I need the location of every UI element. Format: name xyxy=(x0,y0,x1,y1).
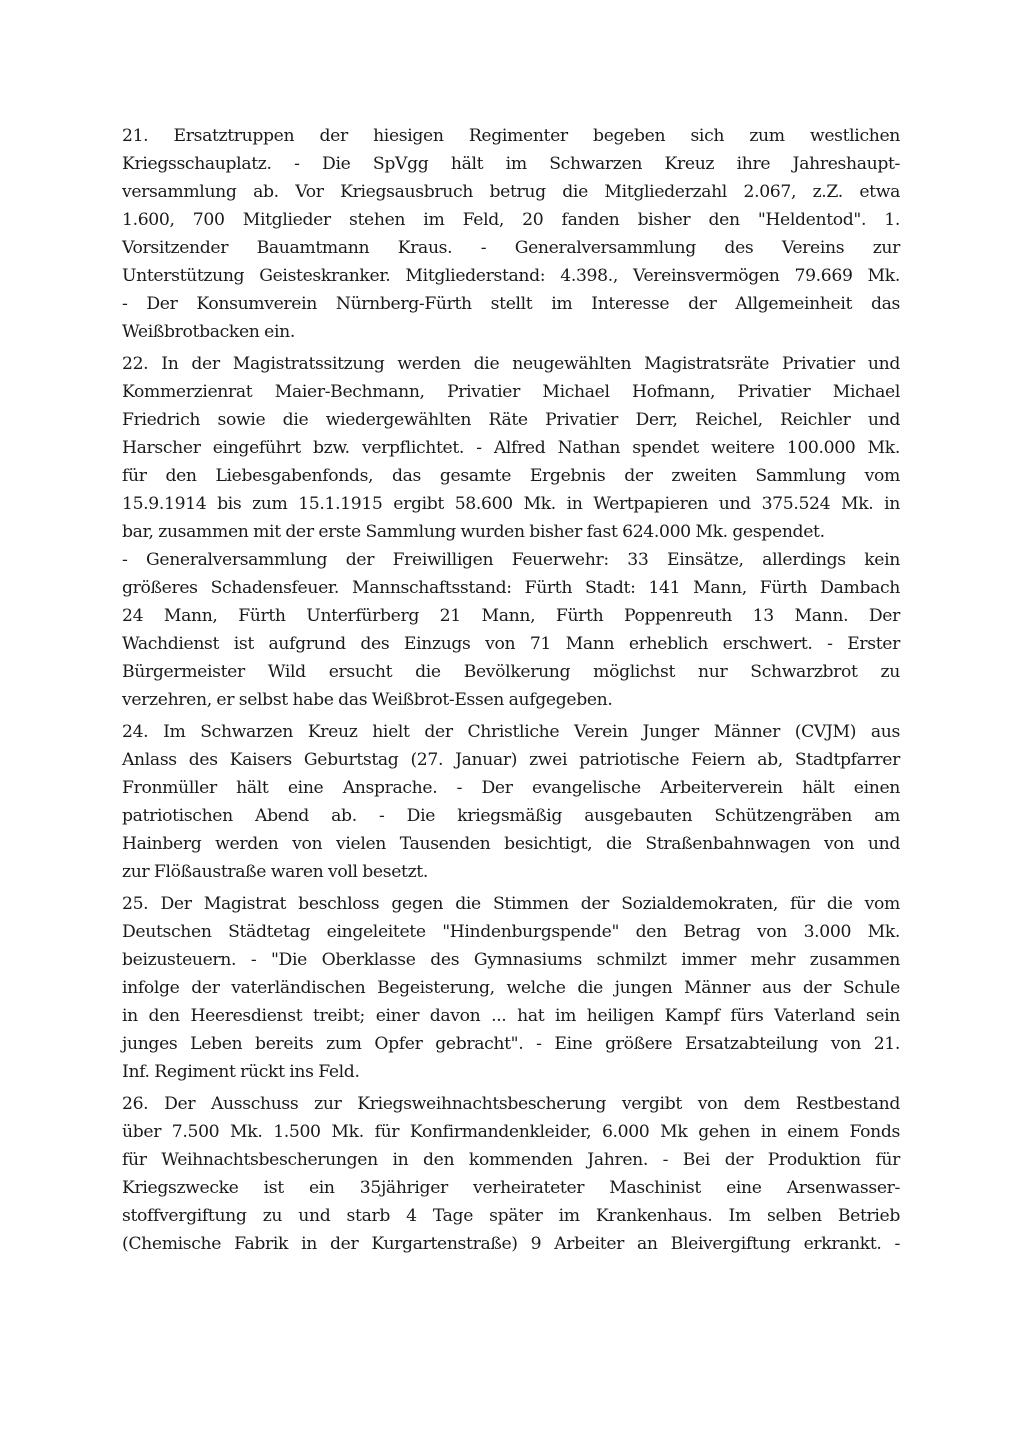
entry-21 xyxy=(122,122,900,346)
text-line: Inf. Regiment rückt ins Feld. xyxy=(122,1062,360,1082)
text-line: Deutschen Städtetag eingeleitete "Hindenburgspende" den Betrag von 3.000 Mk. xyxy=(122,922,900,942)
text-line: versammlung ab. Vor Kriegsausbruch betrug die Mitgliederzahl 2.067, z.Z. etwa xyxy=(122,182,900,202)
text-line: - Generalversammlung der Freiwilligen Feuerwehr: 33 Einsätze, allerdings kein xyxy=(122,550,900,570)
text-line: junges Leben bereits zum Opfer gebracht". - Eine größere Ersatzabteilung von 21. xyxy=(122,1034,900,1054)
text-line: 24. Im Schwarzen Kreuz hielt der Christliche Verein Junger Männer (CVJM) aus xyxy=(122,722,900,742)
text-line: bar, zusammen mit der erste Sammlung wurden bisher fast 624.000 Mk. gespendet. xyxy=(122,522,825,542)
text-line: Kommerzienrat Maier-Bechmann, Privatier Michael Hofmann, Privatier Michael xyxy=(122,382,900,402)
text-line: 15.9.1914 bis zum 15.1.1915 ergibt 58.600 Mk. in Wertpapieren und 375.524 Mk. in xyxy=(122,494,900,514)
text-line: 22. In der Magistratssitzung werden die neugewählten Magistratsräte Privatier und xyxy=(122,354,900,374)
text-line: über 7.500 Mk. 1.500 Mk. für Konfirmandenkleider, 6.000 Mk gehen in einem Fonds xyxy=(122,1122,900,1142)
text-line: 1.600, 700 Mitglieder stehen im Feld, 20 fanden bisher den "Heldentod". 1. xyxy=(122,210,900,230)
text-line: Bürgermeister Wild ersucht die Bevölkerung möglichst nur Schwarzbrot zu xyxy=(122,662,900,682)
text-line: Hainberg werden von vielen Tausenden besichtigt, die Straßenbahnwagen von und xyxy=(122,834,900,854)
text-line: 26. Der Ausschuss zur Kriegsweihnachtsbescherung vergibt von dem Restbestand xyxy=(122,1094,900,1114)
text-line: Kriegszwecke ist ein 35jähriger verheirateter Maschinist eine Arsenwasser- xyxy=(122,1178,900,1198)
text-line: beizusteuern. - "Die Oberklasse des Gymnasiums schmilzt immer mehr zusammen xyxy=(122,950,900,970)
text-line: infolge der vaterländischen Begeisterung, welche die jungen Männer aus der Schule xyxy=(122,978,900,998)
text-line: Unterstützung Geisteskranker. Mitgliederstand: 4.398., Vereinsvermögen 79.669 Mk. xyxy=(122,266,900,286)
text-line: größeres Schadensfeuer. Mannschaftsstand: Fürth Stadt: 141 Mann, Fürth Dambach xyxy=(122,578,900,598)
text-line: (Chemische Fabrik in der Kurgartenstraße) 9 Arbeiter an Bleivergiftung erkrankt. - xyxy=(122,1234,900,1254)
entry-26 xyxy=(122,1090,900,1258)
text-line: patriotischen Abend ab. - Die kriegsmäßig ausgebauten Schützengräben am xyxy=(122,806,900,826)
document-page xyxy=(122,122,900,1262)
entry-22 xyxy=(122,350,900,714)
entry-25 xyxy=(122,890,900,1086)
text-line: - Der Konsumverein Nürnberg-Fürth stellt im Interesse der Allgemeinheit das xyxy=(122,294,900,314)
text-line: 25. Der Magistrat beschloss gegen die Stimmen der Sozialdemokraten, für die vom xyxy=(122,894,900,914)
text-line: 24 Mann, Fürth Unterfürberg 21 Mann, Fürth Poppenreuth 13 Mann. Der xyxy=(122,606,900,626)
text-line: zur Flößaustraße waren voll besetzt. xyxy=(122,862,428,882)
text-line: Friedrich sowie die wiedergewählten Räte Privatier Derr, Reichel, Reichler und xyxy=(122,410,900,430)
text-line: 21. Ersatztruppen der hiesigen Regimenter begeben sich zum westlichen xyxy=(122,126,900,146)
text-line: stoffvergiftung zu und starb 4 Tage später im Krankenhaus. Im selben Betrieb xyxy=(122,1206,900,1226)
text-line: für Weihnachtsbescherungen in den kommenden Jahren. - Bei der Produktion für xyxy=(122,1150,900,1170)
text-line: verzehren, er selbst habe das Weißbrot-Essen aufgegeben. xyxy=(122,690,613,710)
text-line: Fronmüller hält eine Ansprache. - Der evangelische Arbeiterverein hält einen xyxy=(122,778,900,798)
text-line: Vorsitzender Bauamtmann Kraus. - Generalversammlung des Vereins zur xyxy=(122,238,900,258)
text-line: für den Liebesgabenfonds, das gesamte Ergebnis der zweiten Sammlung vom xyxy=(122,466,900,486)
entry-24 xyxy=(122,718,900,886)
text-line: Wachdienst ist aufgrund des Einzugs von 71 Mann erheblich erschwert. - Erster xyxy=(122,634,900,654)
text-line: Harscher eingeführt bzw. verpflichtet. - Alfred Nathan spendet weitere 100.000 Mk. xyxy=(122,438,900,458)
text-line: Weißbrotbacken ein. xyxy=(122,322,295,342)
text-line: Anlass des Kaisers Geburtstag (27. Januar) zwei patriotische Feiern ab, Stadtpfarrer xyxy=(122,750,900,770)
text-line: in den Heeresdienst treibt; einer davon ... hat im heiligen Kampf fürs Vaterland sein xyxy=(122,1006,900,1026)
text-line: Kriegsschauplatz. - Die SpVgg hält im Schwarzen Kreuz ihre Jahreshaupt- xyxy=(122,154,900,174)
